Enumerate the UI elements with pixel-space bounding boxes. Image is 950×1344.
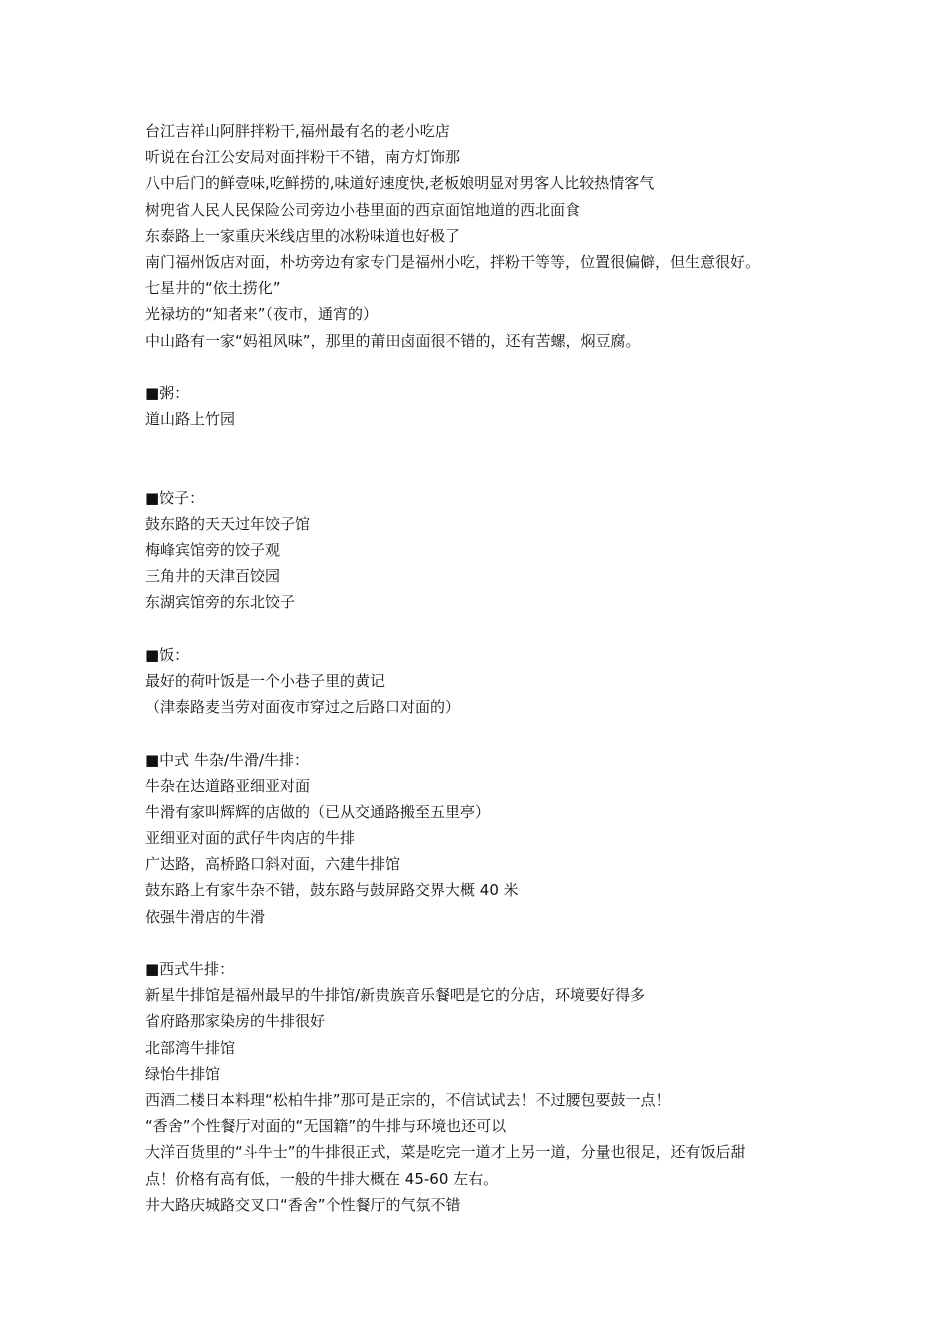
text-line: 最好的荷叶饭是一个小巷子里的黄记 [145, 671, 386, 690]
blank-line [145, 616, 825, 642]
text-line: 南门福州饭店对面，朴坊旁边有家专门是福州小吃，拌粉干等等，位置很偏僻，但生意很好。 [145, 252, 761, 271]
text-line: 广达路，高桥路口斜对面，六建牛排馆 [145, 855, 401, 874]
text-line: 牛滑有家叫辉辉的店做的（已从交通路搬至五里亭） [145, 802, 491, 821]
text-line: 梅峰宾馆旁的饺子观 [145, 541, 281, 559]
section-heading: ■西式牛排： [145, 960, 235, 978]
text-line: 井大路庆城路交叉口“香舍”个性餐厅的气氛不错 [145, 1195, 461, 1214]
text-line: 鼓东路上有家牛杂不错，鼓东路与鼓屏路交界大概 40 米 [145, 881, 519, 900]
text-line: 三角井的天津百饺园 [145, 567, 281, 586]
text-line: 八中后门的鲜壹味,吃鲜捞的,味道好速度快,老板娘明显对男客人比较热情客气 [145, 174, 655, 193]
text-line: 牛杂在达道路亚细亚对面 [145, 776, 311, 795]
text-line: 树兜省人民人民保险公司旁边小巷里面的西京面馆地道的西北面食 [145, 200, 581, 219]
text-line: “香舍”个性餐厅对面的“无国籍”的牛排与环境也还可以 [145, 1117, 507, 1136]
blank-line [145, 432, 825, 458]
blank-line [145, 930, 825, 956]
text-line: 亚细亚对面的武仔牛肉店的牛排 [145, 829, 356, 848]
blank-line [145, 720, 825, 746]
text-line: 西酒二楼日本料理“松柏牛排”那可是正宗的，不信试试去！不过腰包要鼓一点！ [145, 1090, 671, 1109]
text-line: （津泰路麦当劳对面夜市穿过之后路口对面的） [145, 698, 461, 717]
text-line: 依强牛滑店的牛滑 [145, 907, 266, 926]
section-heading: ■饭： [145, 645, 190, 664]
text-line: 光禄坊的“知者来”（夜市，通宵的） [145, 305, 379, 324]
text-line: 新星牛排馆是福州最早的牛排馆/新贵族音乐餐吧是它的分店，环境要好得多 [145, 986, 646, 1005]
text-line: 听说在台江公安局对面拌粉干不错，南方灯饰那 [145, 148, 461, 167]
section-heading: ■粥： [145, 383, 190, 402]
document-page [145, 118, 825, 1218]
text-line: 绿怡牛排馆 [145, 1064, 221, 1083]
text-line: 省府路那家染房的牛排很好 [145, 1012, 326, 1031]
text-line: 点！价格有高有低，一般的牛排大概在 45-60 左右。 [145, 1169, 499, 1188]
text-line: 七星井的“依土捞化” [145, 279, 281, 298]
text-line: 大洋百货里的“斗牛士”的牛排很正式，菜是吃完一道才上另一道，分量也很足，还有饭后甜 [145, 1143, 746, 1162]
section-heading: ■中式 牛杂/牛滑/牛排： [145, 750, 310, 769]
text-line: 中山路有一家“妈祖风味”，那里的莆田卤面很不错的，还有苦螺，焖豆腐。 [145, 331, 641, 350]
text-line: 道山路上竹园 [145, 410, 236, 429]
blank-line [145, 354, 825, 380]
blank-line [145, 458, 825, 484]
section-heading: ■饺子： [145, 488, 205, 507]
text-line: 鼓东路的天天过年饺子馆 [145, 514, 311, 533]
text-line: 台江吉祥山阿胖拌粉干,福州最有名的老小吃店 [145, 122, 450, 140]
text-line: 北部湾牛排馆 [145, 1038, 236, 1057]
text-line: 东泰路上一家重庆米线店里的冰粉味道也好极了 [145, 226, 461, 245]
text-line: 东湖宾馆旁的东北饺子 [145, 593, 296, 612]
